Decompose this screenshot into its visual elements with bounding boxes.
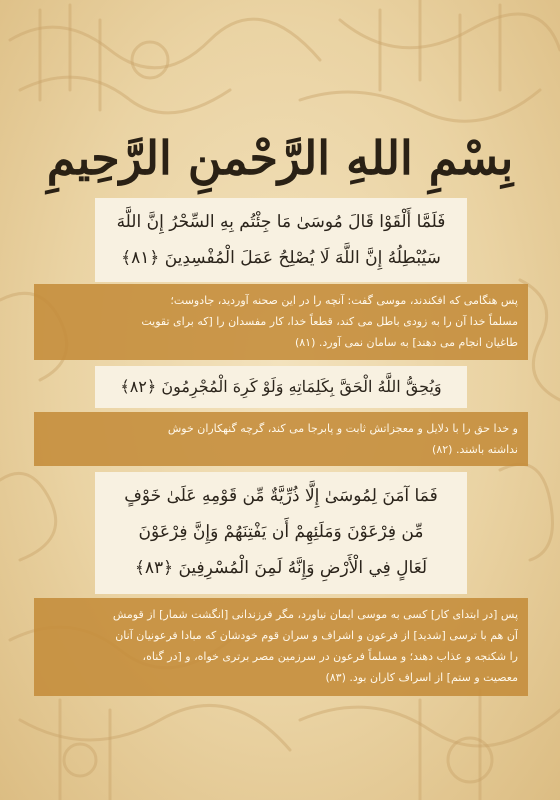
translation-line: پس هنگامی که افکندند، موسی گفت: آنچه را در این صحنه آوردید، جادوست؛ bbox=[170, 294, 518, 307]
verse-line: وَيُحِقُّ اللَّهُ الْحَقَّ بِكَلِمَاتِهِ وَلَوْ كَرِهَ الْمُجْرِمُونَ ﴿٨٢﴾ bbox=[120, 377, 442, 396]
translation-81-box bbox=[34, 284, 528, 360]
translation-line: را شکنجه و عذاب دهند؛ و مسلماً فرعون در سرزمین مصر برتری خواه، و [در گناه، bbox=[142, 650, 518, 663]
verse-line: لَعَالٍ فِي الْأَرْضِ وَإِنَّهُ لَمِنَ الْمُسْرِفِينَ ﴿٨٣﴾ bbox=[134, 558, 428, 578]
translation-line: مسلماً خدا آن را به زودی باطل می کند، قطعاً خدا، کار مفسدان را [که برای تقویت bbox=[141, 315, 518, 328]
translation-82-box bbox=[34, 412, 528, 466]
basmala-title bbox=[0, 118, 560, 198]
translation-83-box bbox=[34, 598, 528, 696]
verse-line: فَلَمَّا أَلْقَوْا قَالَ مُوسَىٰ مَا جِئْتُم بِهِ السِّحْرُ إِنَّ اللَّهَ bbox=[116, 212, 446, 232]
basmala-text: بِسْمِ اللهِ الرَّحْمنِ الرَّحِيمِ bbox=[46, 131, 514, 185]
verse-line: فَمَا آمَنَ لِمُوسَىٰ إِلَّا ذُرِّيَّةٌ مِّن قَوْمِهِ عَلَىٰ خَوْفٍ bbox=[124, 486, 438, 506]
verse-83-box bbox=[95, 472, 467, 594]
translation-line: نداشته باشند. (۸۲) bbox=[432, 443, 518, 456]
translation-line: و خدا حق را با دلایل و معجزاتش ثابت و پابرجا می کند، گرچه گنهکاران خوش bbox=[167, 422, 518, 435]
translation-line: پس [در ابتدای کار] کسی به موسی ایمان نیاورد، مگر فرزندانی [انگشت شمار] از قومش bbox=[112, 608, 518, 621]
verse-82-box bbox=[95, 366, 467, 408]
verse-line: مِّن فِرْعَوْنَ وَمَلَئِهِمْ أَن يَفْتِنَهُمْ وَإِنَّ فِرْعَوْنَ bbox=[138, 522, 424, 542]
translation-line: معصیت و ستم] از اسراف کاران بود. (۸۳) bbox=[325, 671, 518, 684]
verse-line: سَيُبْطِلُهُ إِنَّ اللَّهَ لَا يُصْلِحُ عَمَلَ الْمُفْسِدِينَ ﴿٨١﴾ bbox=[121, 248, 441, 268]
translation-line: طاغیان انجام می دهند] به سامان نمی آورد. (۸۱) bbox=[294, 336, 518, 349]
translation-line: آن هم با ترسی [شدید] از فرعون و اشراف و سران قوم خودشان که مبادا فرعونیان آنان bbox=[115, 629, 518, 642]
verse-81-box bbox=[95, 198, 467, 282]
